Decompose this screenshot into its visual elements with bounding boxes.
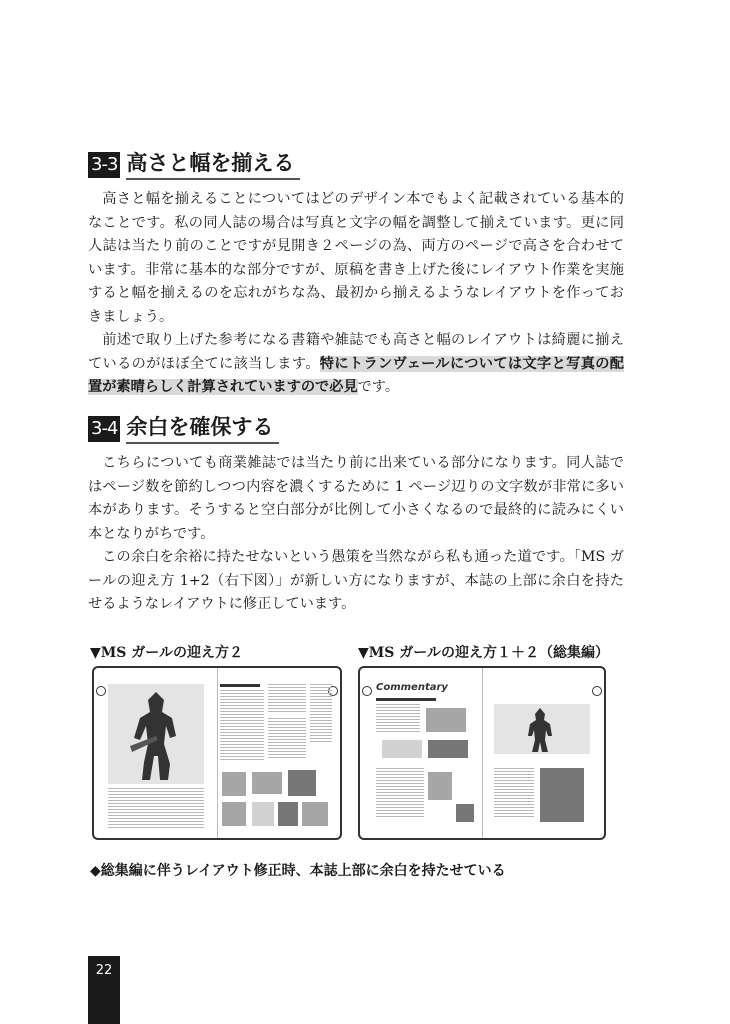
section-body (88, 452, 624, 617)
photo-thumbnail (540, 768, 584, 822)
section-heading (88, 414, 624, 444)
photo-thumbnail (382, 740, 422, 758)
paragraph: この余白を余裕に持たせないという愚策を当然ながら私も通った道です。「MS ガールの迎え方 1+2（右下図）」が新しい方になりますが、本誌の上部に余白を持たせるようなレイアウトに修正しています。 (88, 549, 624, 612)
right-spread-image (358, 666, 606, 840)
photo-thumbnail (302, 802, 328, 826)
photo-thumbnail (426, 708, 466, 732)
text-block (494, 768, 534, 818)
spread-fold (482, 668, 483, 838)
page-number: 22 (88, 956, 120, 1024)
binding-ring (592, 686, 602, 696)
header-bar (220, 684, 260, 687)
text-block (268, 684, 306, 714)
text-block (268, 718, 306, 758)
header-bar (376, 698, 436, 701)
section-title: 高さと幅を揃える (126, 150, 300, 180)
paragraph: こちらについても商業雑誌では当たり前に出来ている部分になります。同人誌ではページ数を節約しつつ内容を濃くするために 1 ページ辺りの文字数が非常に多い本があります。そうすると空白部分が比例して小さくなるので最終的に読みにくい本となりがちです。 (88, 455, 624, 542)
right-figure-caption: ▼MS ガールの迎え方１＋２（総集編） (358, 645, 609, 661)
robot-figure-icon (520, 706, 560, 754)
photo-thumbnail (288, 770, 316, 796)
photo-thumbnail (456, 804, 474, 822)
section-heading (88, 150, 624, 180)
section-body (88, 188, 624, 400)
photo-thumbnail (428, 772, 452, 800)
paragraph-text: です。 (357, 379, 400, 395)
left-figure-caption: ▼MS ガールの迎え方２ (90, 645, 243, 661)
section-number: 3-4 (88, 416, 120, 442)
spread-fold (217, 668, 218, 838)
photo-thumbnail (252, 772, 282, 794)
paragraph (88, 329, 624, 400)
photo-thumbnail (252, 802, 274, 826)
binding-ring (96, 686, 106, 696)
section-3-4 (88, 414, 624, 617)
bottom-caption: ◆総集編に伴うレイアウト修正時、本誌上部に余白を持たせている (90, 863, 506, 879)
photo-thumbnail (222, 802, 246, 826)
text-block (376, 768, 424, 818)
paragraph: 高さと幅を揃えることについてはどのデザイン本でもよく記載されている基本的なことです。私の同人誌の場合は写真と文字の幅を調整して揃えています。更に同人誌は当たり前のことですが見開き２ページの為、両方のページで高さを合わせています。非常に基本的な部分ですが、原稿を書き上げた後にレイアウト作業を実施すると幅を揃えるのを忘れがちな為、最初から揃えるようなレイアウトを作っておきましょう。 (88, 191, 624, 325)
text-block (376, 704, 420, 734)
robot-figure-icon (116, 686, 196, 784)
section-number: 3-3 (88, 152, 120, 178)
text-block (220, 690, 264, 760)
paragraph-text: 前述で取り上げた参考になる書籍や雑誌でも高さと幅のレイアウトは綺麗に揃えているのがほぼ全てに該当します。 (88, 332, 624, 372)
photo-thumbnail (222, 772, 246, 796)
binding-ring (362, 686, 372, 696)
section-3-3 (88, 150, 624, 400)
section-title: 余白を確保する (126, 414, 279, 444)
left-spread-image (92, 666, 342, 840)
photo-thumbnail (278, 802, 298, 826)
text-block (108, 788, 204, 828)
photo-thumbnail (428, 740, 468, 758)
text-block (310, 684, 332, 744)
highlighted-text: 特にトランヴェールについては文字と写真の配置が素晴らしく計算されていますので必見 (88, 355, 624, 395)
inner-page-title: Commentary (376, 682, 448, 693)
